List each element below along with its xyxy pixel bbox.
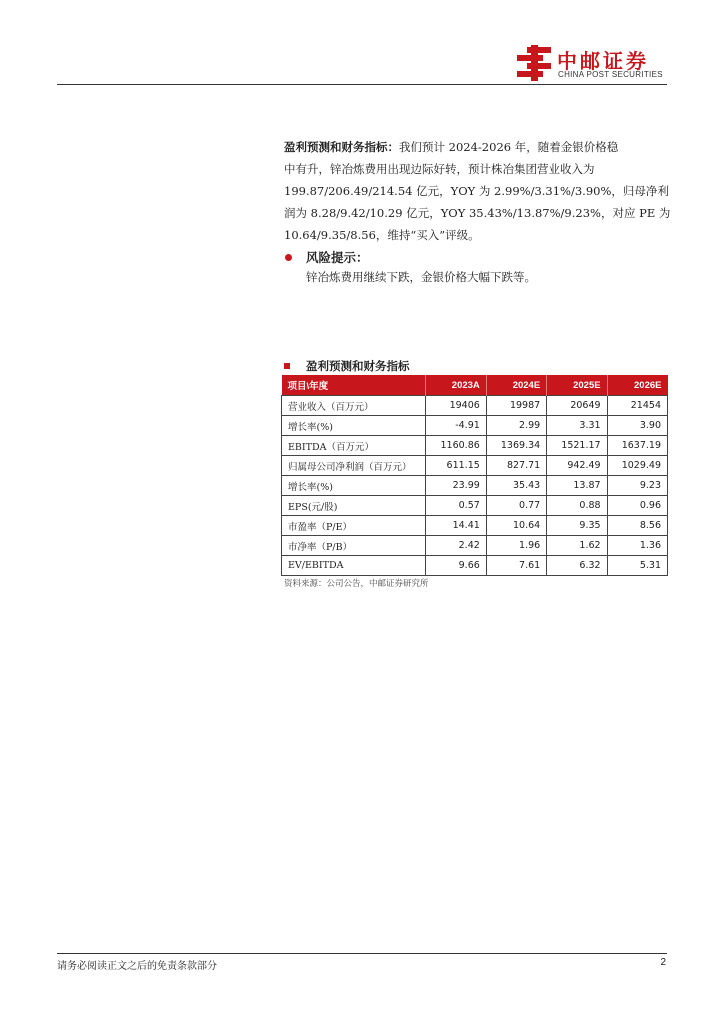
risk-title: 风险提示： bbox=[306, 250, 369, 265]
table-cell: 0.88 bbox=[547, 496, 607, 516]
table-cell: 19406 bbox=[426, 396, 486, 416]
forecast-line: 中有升，锌冶炼费用出现边际好转，预计株冶集团营业收入为 bbox=[284, 162, 595, 176]
table-cell: 9.23 bbox=[607, 476, 667, 496]
forecast-line bbox=[284, 136, 684, 158]
table-cell: 14.41 bbox=[426, 516, 486, 536]
forecast-line-text: 我们预计 2024-2026 年，随着金银价格稳 bbox=[399, 140, 619, 154]
table-header-row bbox=[282, 375, 668, 396]
table-cell: EPS(元/股) bbox=[282, 496, 426, 516]
table-cell: 2.42 bbox=[426, 536, 486, 556]
table-cell: 942.49 bbox=[547, 456, 607, 476]
table-title: 盈利预测和财务指标 bbox=[306, 359, 410, 373]
table-cell: 21454 bbox=[607, 396, 667, 416]
table-cell: 1.96 bbox=[486, 536, 546, 556]
table-cell: 归属母公司净利润（百万元） bbox=[282, 456, 426, 476]
table-cell: 7.61 bbox=[486, 556, 546, 576]
table-cell: EBITDA（百万元） bbox=[282, 436, 426, 456]
table-cell: 0.96 bbox=[607, 496, 667, 516]
table-row bbox=[282, 396, 668, 416]
logo-english-name: CHINA POST SECURITIES bbox=[558, 70, 663, 79]
table-header-cell: 2024E bbox=[486, 375, 546, 396]
table-cell: 1369.34 bbox=[486, 436, 546, 456]
forecast-line: 199.87/206.49/214.54 亿元，YOY 为 2.99%/3.31%/3.90%，归母净利 bbox=[284, 184, 669, 198]
footer-divider bbox=[57, 953, 667, 954]
table-cell: 10.64 bbox=[486, 516, 546, 536]
table-cell: 6.32 bbox=[547, 556, 607, 576]
page-number: 2 bbox=[660, 957, 666, 968]
table-row bbox=[282, 476, 668, 496]
china-post-logo-icon bbox=[513, 45, 553, 81]
table-cell: 19987 bbox=[486, 396, 546, 416]
financial-forecast-table bbox=[281, 375, 668, 576]
table-row bbox=[282, 436, 668, 456]
table-cell: 0.77 bbox=[486, 496, 546, 516]
table-cell: 1.62 bbox=[547, 536, 607, 556]
header-divider bbox=[57, 84, 667, 85]
table-cell: 13.87 bbox=[547, 476, 607, 496]
table-cell: 23.99 bbox=[426, 476, 486, 496]
table-header-cell: 2026E bbox=[607, 375, 667, 396]
forecast-paragraph bbox=[284, 136, 684, 246]
table-cell: 市盈率（P/E） bbox=[282, 516, 426, 536]
table-cell: 0.57 bbox=[426, 496, 486, 516]
risk-bullet-icon bbox=[285, 254, 292, 261]
table-cell: 1160.86 bbox=[426, 436, 486, 456]
table-row bbox=[282, 516, 668, 536]
table-row bbox=[282, 456, 668, 476]
table-header-cell: 2023A bbox=[426, 375, 486, 396]
table-row bbox=[282, 496, 668, 516]
table-row bbox=[282, 556, 668, 576]
table-cell: 20649 bbox=[547, 396, 607, 416]
forecast-line: 10.64/9.35/8.56，维持“买入”评级。 bbox=[284, 228, 480, 242]
table-title-marker-icon bbox=[284, 363, 290, 369]
table-cell: 8.56 bbox=[607, 516, 667, 536]
table-cell: 9.35 bbox=[547, 516, 607, 536]
table-cell: 35.43 bbox=[486, 476, 546, 496]
forecast-line: 润为 8.28/9.42/10.29 亿元，YOY 35.43%/13.87%/9.23%，对应 PE 为 bbox=[284, 206, 671, 220]
table-cell: 1521.17 bbox=[547, 436, 607, 456]
table-cell: 611.15 bbox=[426, 456, 486, 476]
table-cell: 市净率（P/B） bbox=[282, 536, 426, 556]
risk-text: 锌冶炼费用继续下跌，金银价格大幅下跌等。 bbox=[306, 270, 536, 284]
footer-disclaimer: 请务必阅读正文之后的免责条款部分 bbox=[57, 961, 217, 972]
table-cell: 5.31 bbox=[607, 556, 667, 576]
table-row bbox=[282, 536, 668, 556]
table-header-cell: 2025E bbox=[547, 375, 607, 396]
forecast-heading: 盈利预测和财务指标： bbox=[284, 140, 399, 154]
table-header-cell: 项目\年度 bbox=[282, 375, 426, 396]
table-cell: 3.31 bbox=[547, 416, 607, 436]
table-cell: 1.36 bbox=[607, 536, 667, 556]
table-cell: -4.91 bbox=[426, 416, 486, 436]
table-cell: 增长率(%) bbox=[282, 476, 426, 496]
table-row bbox=[282, 416, 668, 436]
table-cell: 营业收入（百万元） bbox=[282, 396, 426, 416]
table-cell: 1637.19 bbox=[607, 436, 667, 456]
table-cell: EV/EBITDA bbox=[282, 556, 426, 576]
table-cell: 2.99 bbox=[486, 416, 546, 436]
table-cell: 1029.49 bbox=[607, 456, 667, 476]
logo-chinese-name: 中邮证券 bbox=[557, 49, 649, 73]
table-cell: 827.71 bbox=[486, 456, 546, 476]
table-source-note: 资料来源：公司公告，中邮证券研究所 bbox=[284, 579, 429, 589]
company-logo bbox=[513, 45, 673, 81]
table-cell: 增长率(%) bbox=[282, 416, 426, 436]
table-cell: 9.66 bbox=[426, 556, 486, 576]
table-cell: 3.90 bbox=[607, 416, 667, 436]
